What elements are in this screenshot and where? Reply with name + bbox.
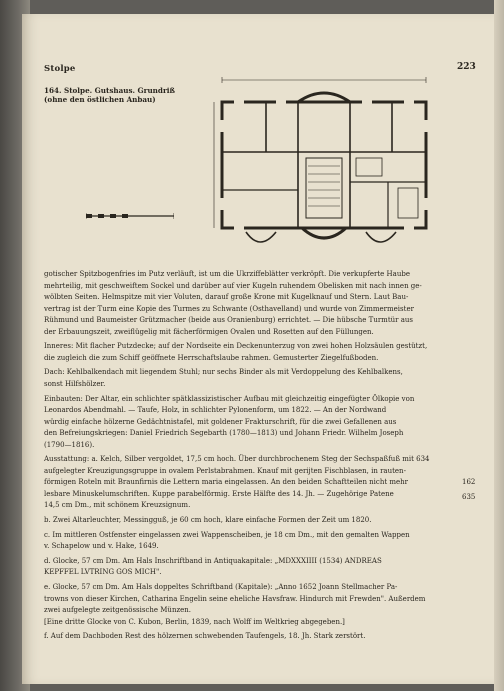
text-line: mehrteilig, mit geschweiftem Sockel und darüber auf vier Kugeln ruhendem Obelisken mit nach innen ge- xyxy=(44,281,422,290)
text-line: c. Im mittleren Ostfenster eingelassen zwei Wappenscheiben, je 18 cm Dm., mit den gemalten Wappen xyxy=(44,530,410,539)
text-line: förmigen Roteln mit Braunfirnis die Lettern maria eingelassen. An den beiden Schaftteilen nicht mehr xyxy=(44,478,409,487)
floor-plan-drawing xyxy=(206,72,442,262)
text-line: 14,5 cm Dm., mit schönem Kreuzsignum. xyxy=(44,501,191,510)
text-line: gotischer Spitzbogenfries im Putz verläuft, ist um die Ukrziffeblätter verkröpft. Die verkupferte Haube xyxy=(44,270,410,278)
text-line: Ausstattung: a. Kelch, Silber vergoldet, 17,5 cm hoch. Über durchbrochenem Steg der Sechspaßfuß mit 634 xyxy=(44,455,430,464)
text-line: lesbare Minuskelumschriften. Kuppe parabelförmig. Erste Hälfte des 14. Jh. — Zugehörige Patene xyxy=(44,489,394,498)
text-line: f. Auf dem Dachboden Rest des hölzernen schwebenden Taufengels, 18. Jh. Stark zerstört. xyxy=(44,632,366,641)
margin-number-635: 635 xyxy=(462,493,476,501)
running-head: Stolpe xyxy=(44,64,76,74)
text-line: den Befreiungskriegen: Daniel Friedrich Segebarth (1780—1813) und Johann Friedr. Wilhelm Joseph xyxy=(44,429,404,438)
figure-caption-line-2: (ohne den östlichen Anbau) xyxy=(44,95,156,104)
margin-number-162: 162 xyxy=(462,478,476,486)
text-line: v. Schapelow und v. Hake, 1649. xyxy=(44,542,159,551)
text-line: (1790—1816). xyxy=(44,440,95,449)
page-edge-right xyxy=(494,0,504,691)
text-line: die zugleich die zum Schiff geöffnete Herrschaftslaube rahmen. Gemusterter Ziegelfußboden. xyxy=(44,353,379,362)
text-line: Rühmund und Baumeister Grützmacher (beide aus Oranienburg) errichtet. — Die hübsche Turmtür aus xyxy=(44,316,413,324)
text-line: e. Glocke, 57 cm Dm. Am Hals doppeltes Schriftband (Kapitale): „Anno 1652 Joann Stellmacher Pa- xyxy=(44,583,398,592)
text-line: b. Zwei Altarleuchter, Messingguß, je 60 cm hoch, klare einfache Formen der Zeit um 1820. xyxy=(44,516,372,524)
text-line: Dach: Kehlbalkendach mit liegendem Stuhl; nur sechs Binder als mit Verdoppelung des Kehlbalkens, xyxy=(44,368,403,377)
scale-bar xyxy=(86,213,174,219)
page-number: 223 xyxy=(457,62,476,72)
text-line: aufgelegter Kreuzigungsgruppe in ovalem Perlstabrahmen. Knauf mit gerijten Fischblasen, in rauten- xyxy=(44,466,406,475)
text-line: wölbten Seiten. Helmspitze mit vier Voluten, darauf große Krone mit Kugelknauf und Stern. Laut Bau- xyxy=(44,293,409,301)
text-line: der Erbauungszeit, zweiflügelig mit fächerförmigen Ovalen und Rosetten auf den Füllungen. xyxy=(44,327,374,336)
text-line: KEPFFEL LVTRING GOS MICH". xyxy=(44,568,162,577)
text-line: sonst Hilfshölzer. xyxy=(44,379,106,388)
text-line: Inneres: Mit flacher Putzdecke; auf der Nordseite ein Deckenunterzug von zwei hohen Holzsäulen gestützt, xyxy=(44,342,428,351)
text-line: trowns von dieser Kirchen, Catharina Engelin seine eheliche Havsfraw. Hindurch mit Frewden". Außerdem xyxy=(44,594,426,603)
figure-caption-line-1: 164. Stolpe. Gutshaus. Grundriß xyxy=(44,86,175,95)
text-line: [Eine dritte Glocke von C. Kubon, Berlin, 1839, nach Wolff im Weltkrieg abgegeben.] xyxy=(44,617,345,626)
text-line: Leonardos Abendmahl. — Taufe, Holz, in schlichter Pylonenform, um 1822. — An der Nordwand xyxy=(44,406,387,415)
text-line: Einbauten: Der Altar, ein schlichter spätklassizistischer Aufbau mit gleichzeitig eingefügter Ölkopie von xyxy=(44,394,415,403)
text-line: d. Glocke, 57 cm Dm. Am Hals Inschriftband in Antiquakapitale: „MDXXXIIII (1534) ANDREAS xyxy=(44,556,382,565)
text-line: würdig einfache hölzerne Gedächtnistafel, mit goldener Frakturschrift, für die zwei Gefallenen aus xyxy=(44,417,397,426)
text-line: vertrag ist der Turm eine Kopie des Turmes zu Schwante (Osthavelland) und wurde von Zimmermeister xyxy=(44,304,414,313)
text-line: zwei aufgelegte zeitgenössische Münzen. xyxy=(44,606,192,615)
